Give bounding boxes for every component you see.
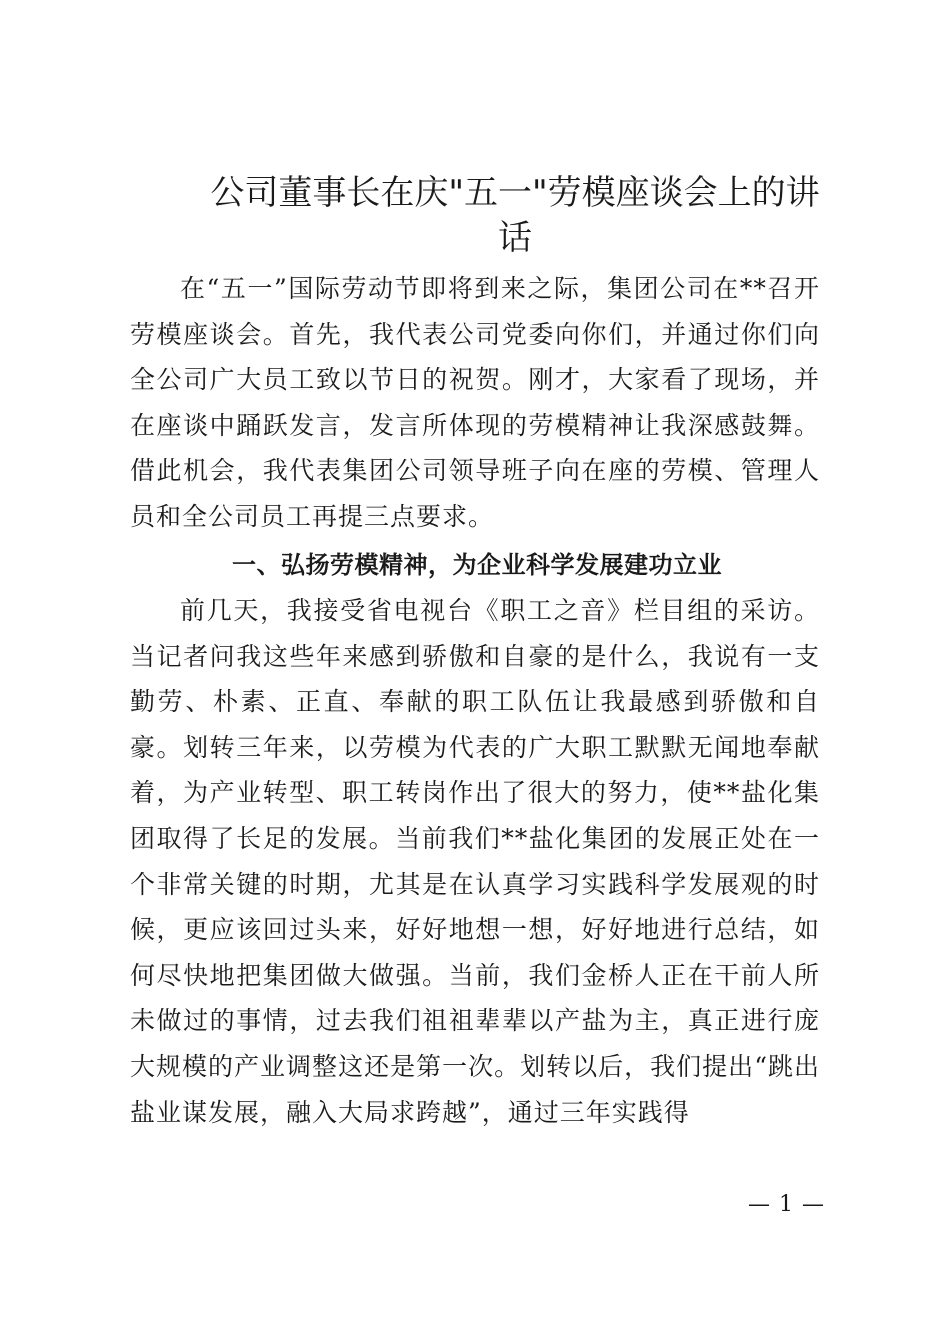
page-number: — 1 — bbox=[748, 1192, 825, 1217]
opening-paragraph: 在“五一”国际劳动节即将到来之际，集团公司在**召开劳模座谈会。首先，我代表公司党委向你们，并通过你们向全公司广大员工致以节日的祝贺。刚才，大家看了现场，并在座谈中踊跃发言，发言所体现的劳模精神让我深感鼓舞。借此机会，我代表集团公司领导班子向在座的劳模、管理人员和全公司员工再提三点要求。 bbox=[130, 274, 820, 531]
section-heading: 一、弘扬劳模精神，为企业科学发展建功立业 bbox=[232, 551, 722, 579]
document-title-line-2: 话 bbox=[498, 218, 532, 258]
document-title-line-1: 公司董事长在庆"五一"劳模座谈会上的讲 bbox=[210, 173, 820, 213]
section-paragraph: 前几天，我接受省电视台《职工之音》栏目组的采访。当记者问我这些年来感到骄傲和自豪的是什么，我说有一支勤劳、朴素、正直、奉献的职工队伍让我最感到骄傲和自豪。划转三年来，以劳模为代表的广大职工默默无闻地奉献着，为产业转型、职工转岗作出了很大的努力，使**盐化集团取得了长足的发展。当前我们**盐化集团的发展正处在一个非常关键的时期，尤其是在认真学习实践科学发展观的时候，更应该回过头来，好好地想一想，好好地进行总结，如何尽快地把集团做大做强。当前，我们金桥人正在干前人所未做过的事情，过去我们祖祖辈辈以产盐为主，真正进行庞大规模的产业调整这还是第一次。划转以后，我们提出“跳出盐业谋发展，融入大局求跨越”，通过三年实践得 bbox=[130, 596, 820, 1127]
